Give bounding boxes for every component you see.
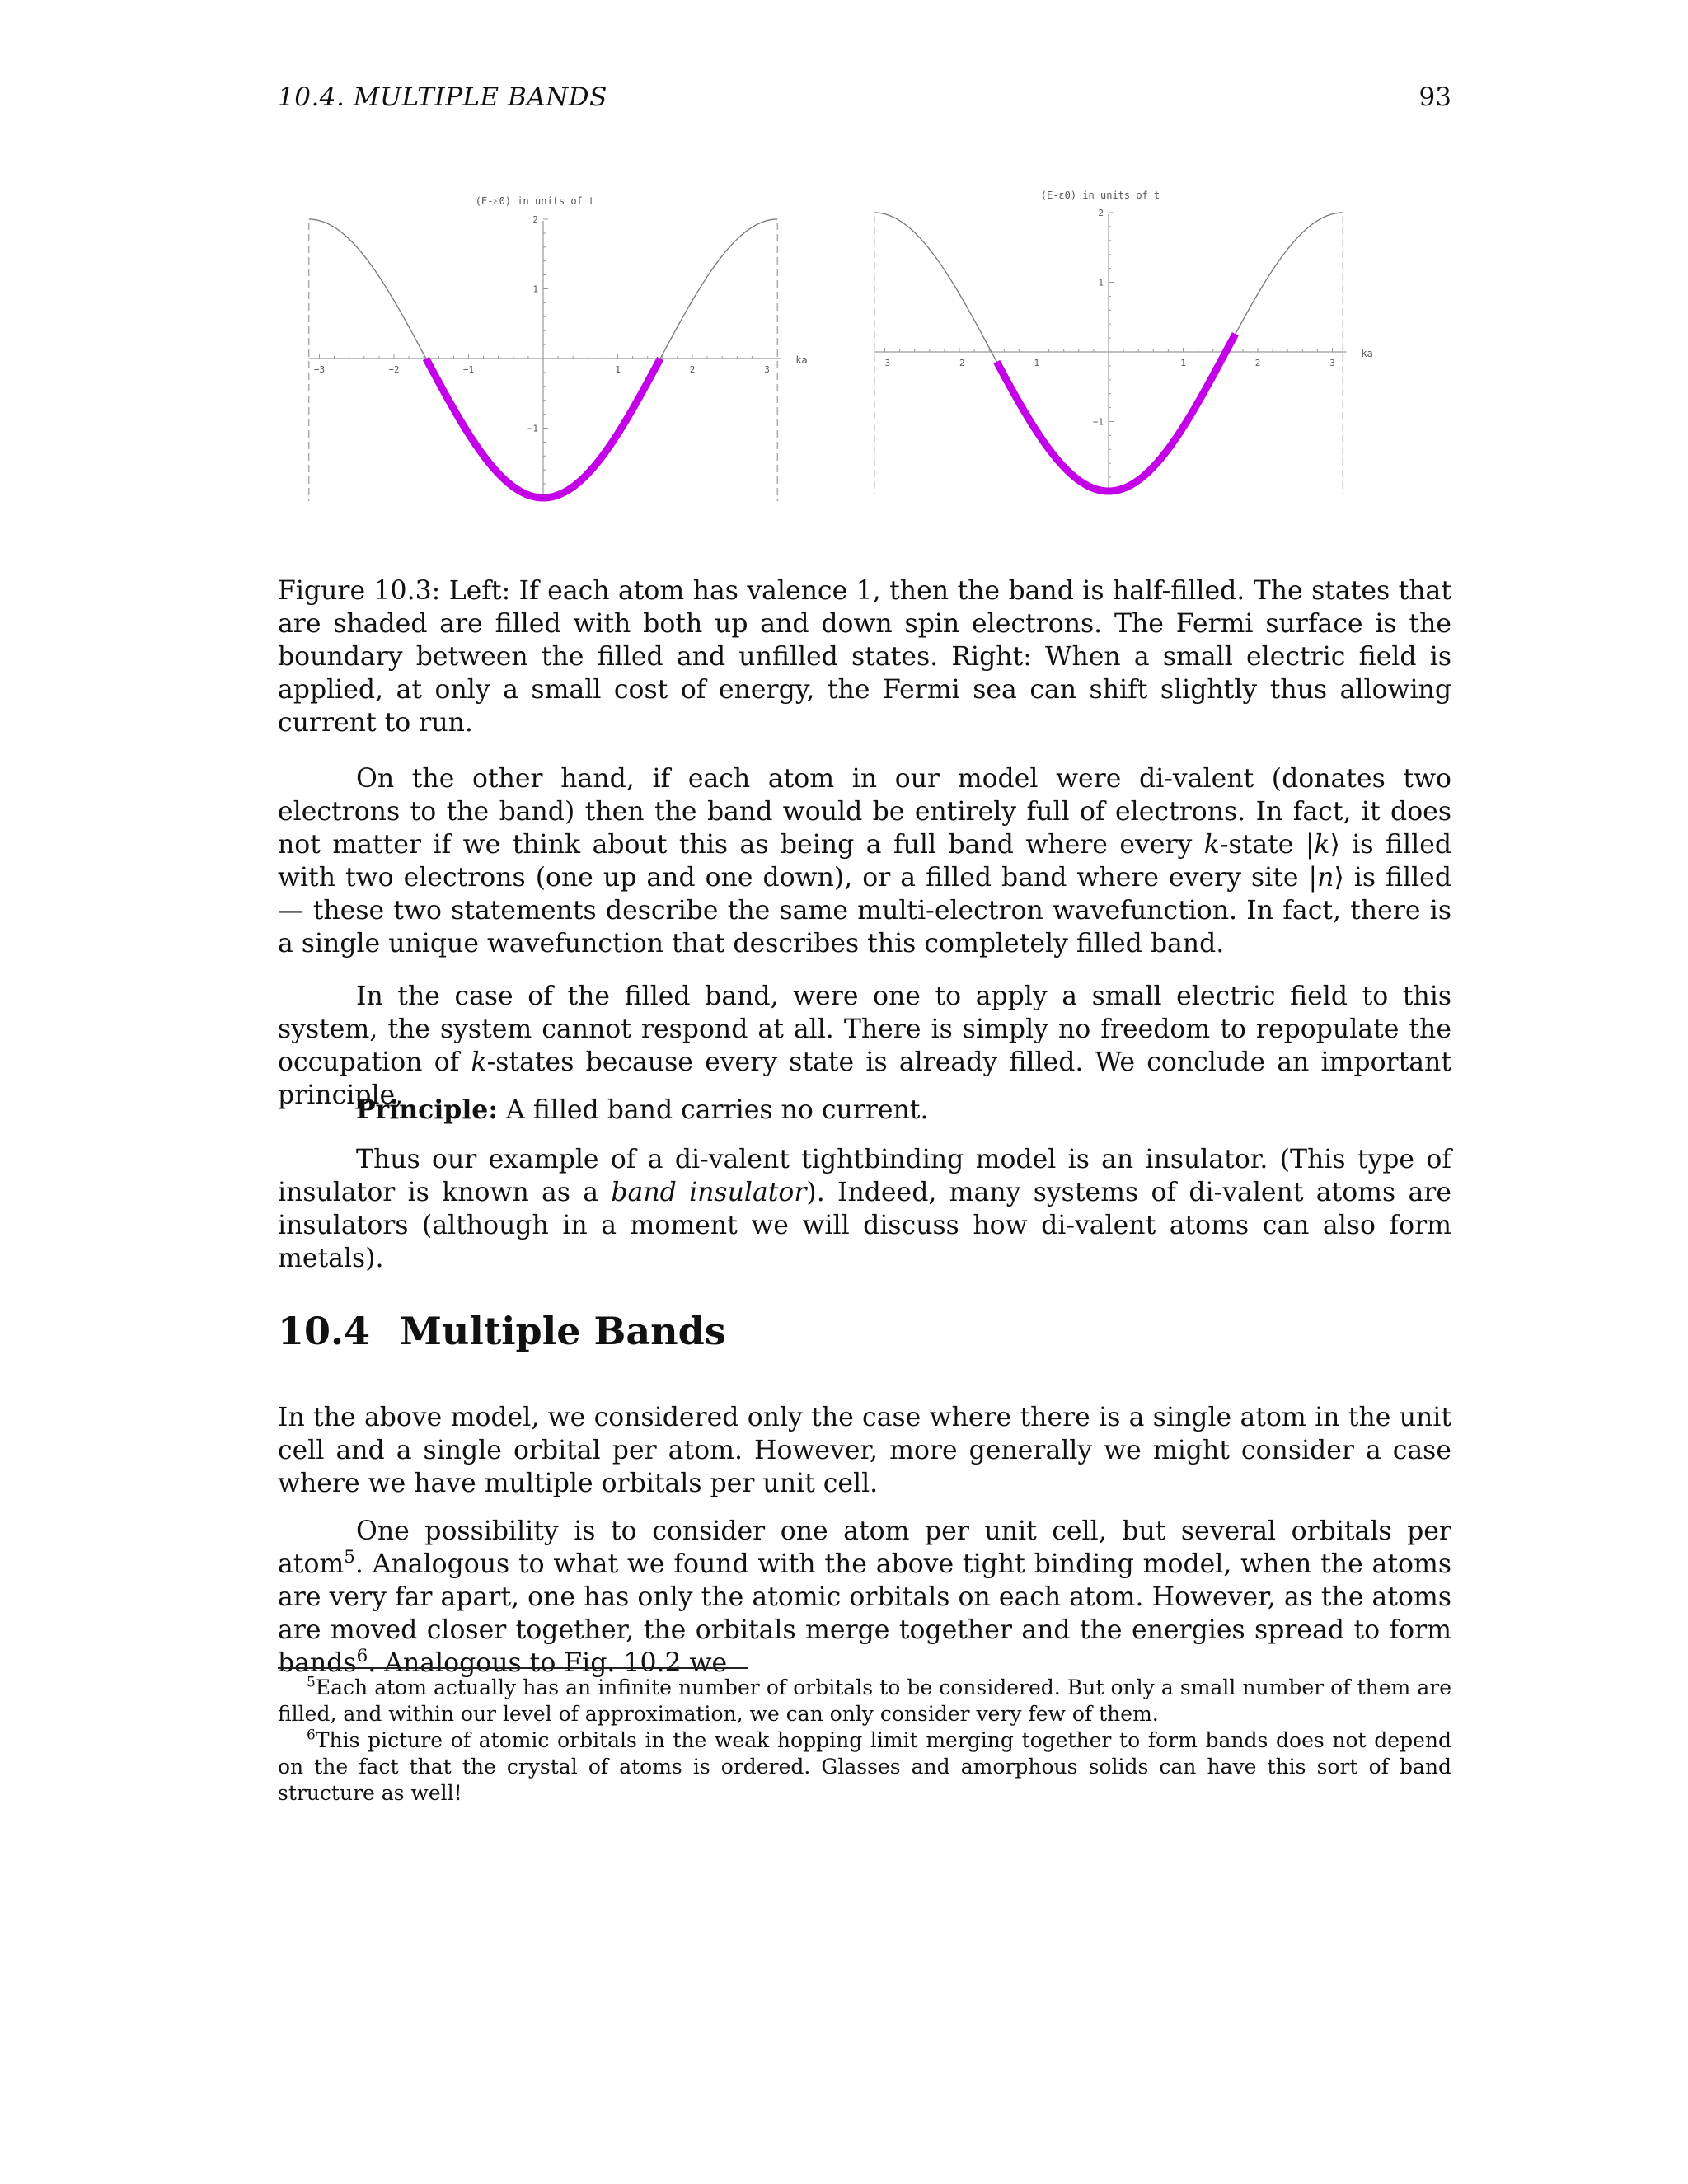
- text-run: ). Indeed, many systems of di-valent atoms are insulators (although in a moment we will discuss how di-valent atoms can also form metals).: [278, 1178, 1451, 1273]
- band-chart-left: [278, 185, 822, 515]
- paragraph-divalent: [278, 762, 1451, 960]
- principle-body: A filled band carries no current.: [497, 1095, 929, 1125]
- principle-label: Principle:: [356, 1094, 498, 1125]
- x-axis-label: ka: [1361, 348, 1373, 359]
- paragraph-text: [278, 762, 1451, 960]
- x-tick-label: −3: [879, 358, 891, 368]
- footnote-text: This picture of atomic orbitals in the weak hopping limit merging together to form bands does not depend on the fact that the crystal of atoms is ordered. Glasses and amorphous solids can have this sort of band structure as well!: [278, 1728, 1451, 1805]
- figure-caption: [278, 574, 1451, 739]
- footnote-5: [278, 1675, 1451, 1727]
- math-n: n: [1317, 863, 1334, 893]
- y-tick-label: 2: [532, 214, 538, 225]
- math-k: k: [1203, 830, 1220, 860]
- text-run: . Analogous to what we found with the above tight binding model, when the atoms are very far apart, one has only the atomic orbitals on each atom. However, as the atoms are moved closer together, the orbitals merge together and the energies spread to form bands: [278, 1549, 1451, 1678]
- x-axis-label: ka: [795, 354, 808, 366]
- paragraph-text: [278, 1143, 1451, 1275]
- text-run: ⟩ is filled — these two statements describe the same multi-electron wavefunction. In fact, there is a single unique wavefunction that describes this completely filled band.: [278, 863, 1451, 958]
- principle-text: [278, 1094, 1451, 1127]
- section-number: 10.4: [278, 1309, 371, 1353]
- math-k: k: [1314, 830, 1330, 860]
- x-tick-label: −2: [954, 358, 965, 368]
- footnotes: [278, 1675, 1451, 1807]
- y-tick-label: 1: [532, 284, 538, 295]
- running-head-title: 10.4. MULTIPLE BANDS: [278, 82, 607, 112]
- y-tick-label: −1: [1092, 416, 1104, 428]
- paragraph-text: In the above model, we considered only the case where there is a single atom in the unit cell and a single orbital per atom. However, more generally we might consider a case where we have multiple orbitals per unit cell.: [278, 1403, 1451, 1498]
- y-tick-label: −1: [527, 423, 538, 434]
- text-run: In the case of the filled band, were one to apply a small electric field to this system, the system cannot respond at all. There is simply no freedom to repopulate the occupation of: [278, 982, 1451, 1077]
- footnote-ref-5[interactable]: 5: [344, 1547, 355, 1568]
- x-tick-label: 3: [764, 364, 770, 375]
- x-tick-label: 2: [689, 364, 696, 375]
- text-run: ⟩ is filled with two electrons (one up and one down), or a filled band where every site |: [278, 830, 1451, 893]
- text-run: On the other hand, if each atom in our model were di-valent (donates two electrons to the band) then the band would be entirely full of electrons. In fact, it does not matter if we think about this as being a full band where every: [278, 764, 1451, 860]
- math-k: k: [471, 1047, 487, 1077]
- footnote-rule: [278, 1667, 748, 1669]
- paragraph-filled-band: [278, 980, 1451, 1112]
- paragraph-one-atom-per-cell: [278, 1515, 1451, 1680]
- footnote-mark: 6: [307, 1727, 316, 1744]
- x-tick-label: −1: [1028, 358, 1040, 368]
- x-tick-label: −1: [462, 364, 475, 375]
- x-tick-label: 1: [615, 364, 621, 375]
- text-run: One possibility is to consider one atom per unit cell, but several orbitals per atom: [278, 1516, 1451, 1579]
- emphasis-band-insulator: band insulator: [611, 1178, 807, 1207]
- y-axis-label: (E-ε0) in units of t: [475, 195, 595, 207]
- page-number: 93: [1418, 82, 1451, 112]
- principle-statement: [278, 1094, 1451, 1127]
- text-run: . Analogous to Fig. 10.2 we: [368, 1648, 728, 1678]
- y-tick-label: 2: [1098, 208, 1104, 218]
- paragraph-multiple-orbitals: [278, 1401, 1451, 1500]
- paragraph-band-insulator: [278, 1143, 1451, 1275]
- footnote-mark: 5: [307, 1674, 316, 1691]
- x-tick-label: −3: [313, 364, 326, 375]
- y-axis-label: (E-ε0) in units of t: [1040, 190, 1160, 201]
- text-run: Thus our example of a di-valent tightbinding model is an insulator. (This type of insulator is known as a: [278, 1145, 1451, 1207]
- footnote-text: Each atom actually has an infinite number of orbitals to be considered. But only a small number of them are filled, and within our level of approximation, we can only consider very few of them.: [278, 1675, 1451, 1726]
- paragraph-text: [278, 1515, 1451, 1680]
- text-run: -states because every state is already filled. We conclude an important principle,: [278, 1047, 1451, 1110]
- x-tick-label: −2: [388, 364, 400, 375]
- figure-left-band-half-filled: [278, 185, 822, 515]
- y-tick-label: 1: [1098, 277, 1104, 288]
- footnote-ref-6[interactable]: 6: [356, 1646, 368, 1667]
- running-head: [278, 82, 1451, 124]
- x-tick-label: 2: [1254, 358, 1261, 368]
- paragraph-text: [278, 980, 1451, 1112]
- section-heading: [278, 1309, 726, 1353]
- figure-caption-text: Figure 10.3: Left: If each atom has valence 1, then the band is half-filled. The states that are shaded are filled with both up and down spin electrons. The Fermi surface is the boundary between the filled and unfilled states. Right: When a small electric field is applied, at only a small cost of energy, the Fermi sea can shift slightly thus allowing current to run.: [278, 576, 1451, 738]
- section-title: Multiple Bands: [400, 1309, 726, 1353]
- text-run: -state |: [1219, 830, 1315, 860]
- figure-right-band-shifted: [843, 185, 1387, 515]
- x-tick-label: 3: [1329, 358, 1335, 368]
- footnote-6: [278, 1727, 1451, 1807]
- x-tick-label: 1: [1180, 358, 1186, 368]
- band-chart-right: [843, 185, 1387, 515]
